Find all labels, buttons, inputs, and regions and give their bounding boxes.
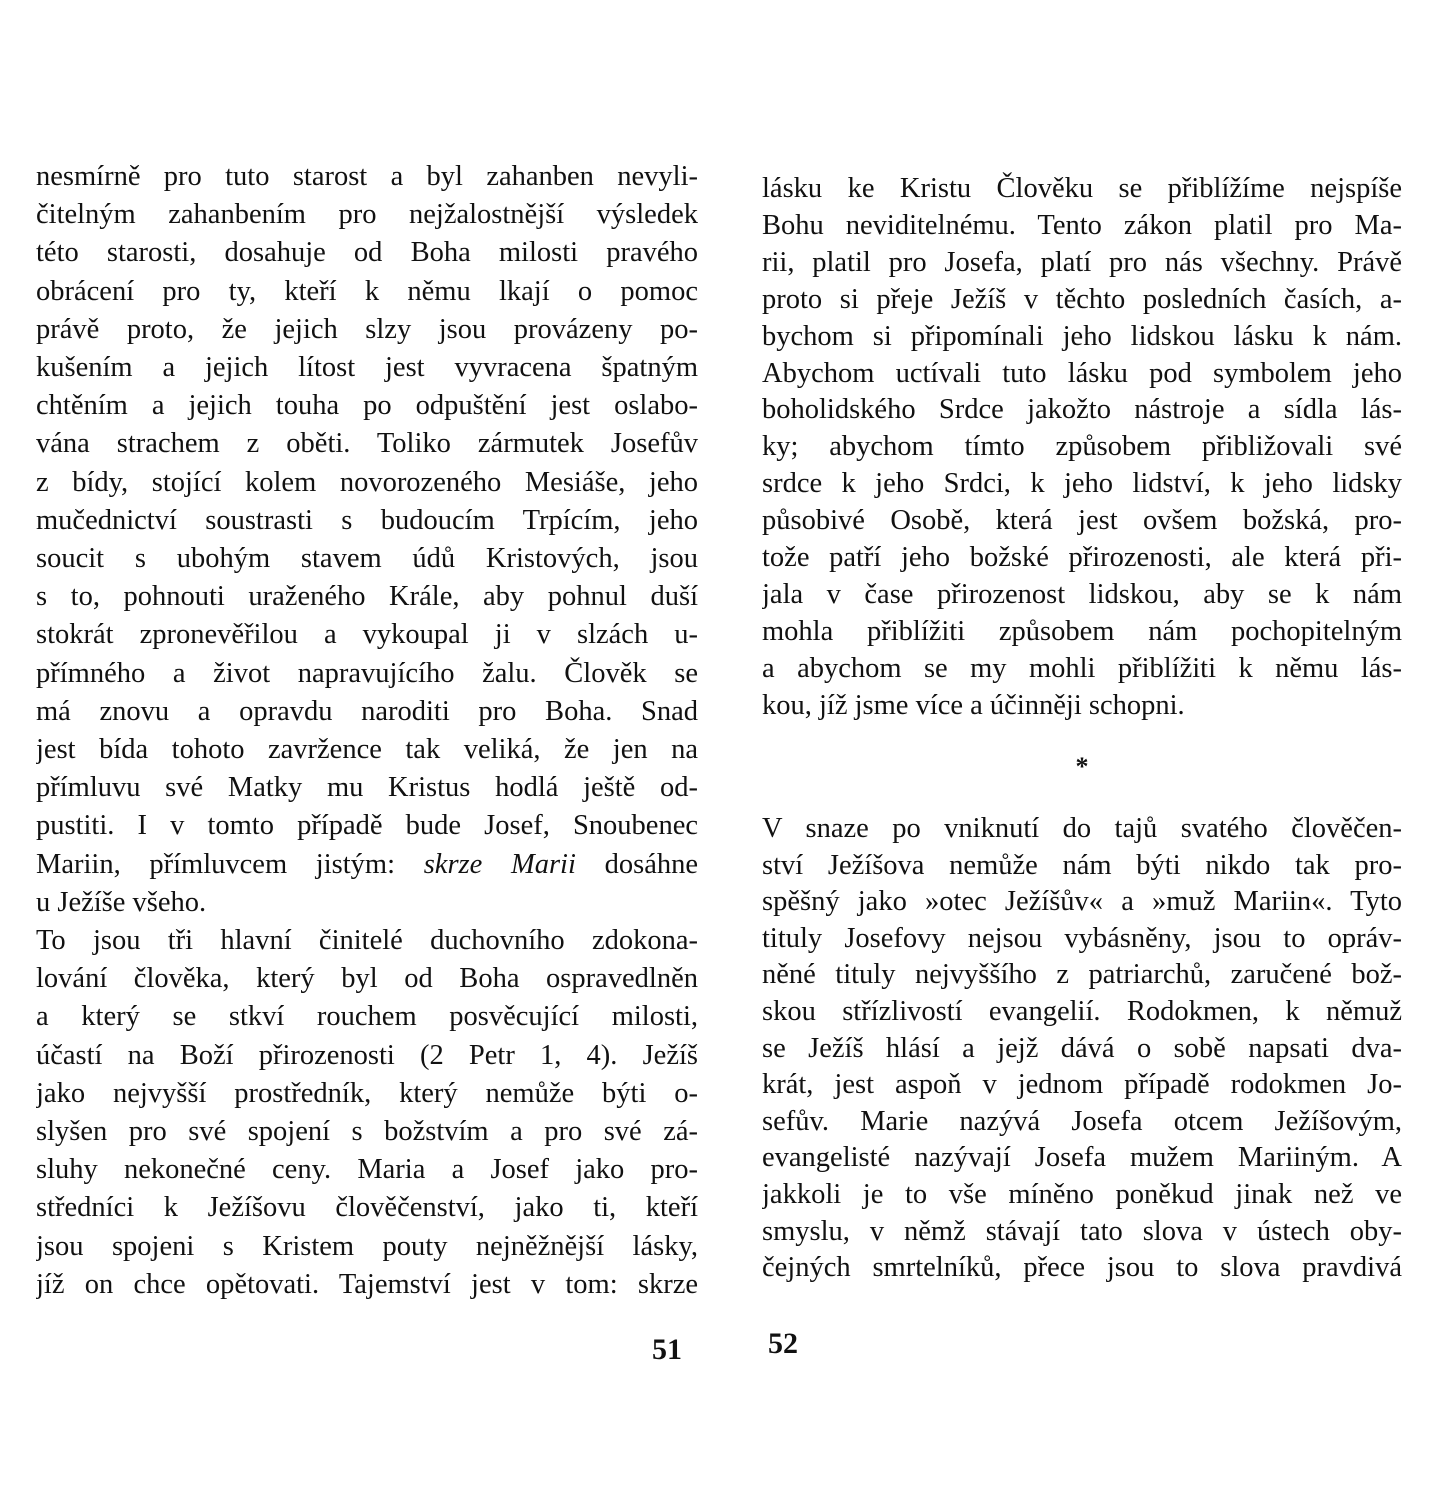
- text-line: [36, 846, 698, 883]
- text-line: vána strachem z oběti. Toliko zármutek Josefův: [36, 428, 698, 460]
- text-line: stokrát zpronevěřilou a vykoupal ji v slzách u-: [36, 619, 698, 651]
- text-line: rii, platil pro Josefa, platí pro nás všechny. Právě: [762, 246, 1402, 278]
- text-segment: Mariin, přímluvcem jistým:: [36, 848, 424, 880]
- text-line: krát, jest aspoň v jednom případě rodokmen Jo-: [762, 1069, 1402, 1101]
- text-line: kou, jíž jsme více a účinněji schopni.: [762, 689, 1185, 721]
- text-line: přímného a život napravujícího žalu. Člověk se: [36, 657, 698, 689]
- text-line: s to, pohnouti uraženého Krále, aby pohnul duší: [36, 581, 698, 613]
- text-line: boholidského Srdce jakožto nástroje a sídla lás-: [762, 394, 1402, 426]
- text-line: u Ježíše všeho.: [36, 886, 207, 918]
- text-line: mučednictví soustrasti s budoucím Trpícím, jeho: [36, 504, 698, 536]
- text-line: něné tituly nejvyššího z patriarchů, zaručené bož-: [762, 959, 1402, 991]
- text-segment: dosáhne: [575, 848, 698, 880]
- text-line: této starosti, dosahuje od Boha milosti pravého: [36, 237, 698, 269]
- text-line: právě proto, že jejich slzy jsou provázeny po-: [36, 313, 698, 345]
- text-line: obrácení pro ty, kteří k němu lkají o pomoc: [36, 275, 698, 307]
- text-line: jest bída tohoto zavržence tak veliká, že jen na: [36, 734, 698, 765]
- text-line: smyslu, v němž stávají tato slova v ústech oby-: [762, 1215, 1402, 1247]
- text-line: slyšen pro své spojení s božstvím a pro své zá-: [36, 1116, 698, 1147]
- section-separator: *: [1075, 752, 1089, 781]
- text-line: lování člověka, který byl od Boha ospravedlněn: [36, 963, 698, 995]
- text-line: nesmírně pro tuto starost a byl zahanben nevyli-: [36, 161, 698, 192]
- left-page: [36, 0, 698, 1500]
- text-line: a který se stkví rouchem posvěcující milosti,: [36, 1001, 698, 1033]
- text-line: se Ježíš hlásí a jejž dává o sobě napsati dva-: [762, 1032, 1402, 1064]
- right-page-number: 52: [768, 1327, 798, 1360]
- text-line: ství Ježíšova nemůže nám býti nikdo tak pro-: [762, 849, 1402, 881]
- text-line: mohla přiblížiti způsobem nám pochopitelným: [762, 615, 1402, 647]
- text-line: To jsou tři hlavní činitelé duchovního zdokona-: [36, 925, 698, 956]
- text-line: čitelným zahanbením pro nejžalostnější výsledek: [36, 199, 698, 231]
- text-line: působivé Osobě, která jest ovšem božská, pro-: [762, 505, 1402, 537]
- right-page: [762, 0, 1402, 1500]
- text-line: středníci k Ježíšovu člověčenství, jako ti, kteří: [36, 1192, 698, 1224]
- text-line: bychom si připomínali jeho lidskou lásku k nám.: [762, 320, 1402, 352]
- text-line: lásku ke Kristu Člověku se přiblížíme nejspíše: [762, 173, 1402, 204]
- text-line: kušením a jejich lítost jest vyvracena špatným: [36, 352, 698, 383]
- text-line: jako nejvyšší prostředník, který nemůže býti o-: [36, 1077, 698, 1109]
- text-line: má znovu a opravdu naroditi pro Boha. Snad: [36, 695, 698, 727]
- text-line: ky; abychom tímto způsobem přibližovali své: [762, 431, 1402, 463]
- text-line: Abychom uctívali tuto lásku pod symbolem jeho: [762, 357, 1402, 389]
- text-line: tituly Josefovy nejsou vybásněny, jsou to opráv-: [762, 922, 1402, 954]
- text-line: z bídy, stojící kolem novorozeného Mesiáše, jeho: [36, 466, 698, 498]
- text-line: jala v čase přirozenost lidskou, aby se k nám: [762, 578, 1402, 610]
- text-line: soucit s ubohým stavem údů Kristových, jsou: [36, 543, 698, 574]
- text-line: a abychom se my mohli přiblížiti k němu lás-: [762, 652, 1402, 684]
- text-line: evangelisté nazývají Josefa mužem Mariiným. A: [762, 1142, 1402, 1174]
- text-line: jakkoli je to vše míněno poněkud jinak než ve: [762, 1179, 1402, 1210]
- text-line: tože patří jeho božské přirozenosti, ale která při-: [762, 542, 1402, 573]
- text-line: srdce k jeho Srdci, k jeho lidství, k jeho lidsky: [762, 468, 1402, 500]
- text-line: přímluvu své Matky mu Kristus hodlá ještě od-: [36, 772, 698, 804]
- text-line: proto si přeje Ježíš v těchto posledních časích, a-: [762, 283, 1402, 315]
- left-page-number: 51: [652, 1333, 682, 1366]
- text-line: sefův. Marie nazývá Josefa otcem Ježíšovým,: [762, 1105, 1402, 1137]
- text-line: chtěním a jejich touha po odpuštění jest oslabo-: [36, 390, 698, 422]
- text-line: spěšný jako »otec Ježíšův« a »muž Mariin«. Tyto: [762, 886, 1402, 918]
- text-line: účastí na Boží přirozenosti (2 Petr 1, 4). Ježíš: [36, 1039, 698, 1071]
- text-line: pustiti. I v tomto případě bude Josef, Snoubenec: [36, 810, 698, 842]
- text-line: Bohu neviditelnému. Tento zákon platil pro Ma-: [762, 209, 1402, 241]
- text-line: jsou spojeni s Kristem pouty nejněžnější lásky,: [36, 1230, 698, 1262]
- text-line: čejných smrtelníků, přece jsou to slova pravdivá: [762, 1252, 1402, 1284]
- text-line: jíž on chce opětovati. Tajemství jest v tom: skrze: [36, 1268, 698, 1300]
- text-line: skou střízlivostí evangelií. Rodokmen, k němuž: [762, 996, 1402, 1027]
- text-line: sluhy nekonečné ceny. Maria a Josef jako pro-: [36, 1154, 698, 1186]
- emphasis-text: skrze Marii: [423, 848, 576, 880]
- text-line: V snaze po vniknutí do tajů svatého člověčen-: [762, 813, 1402, 844]
